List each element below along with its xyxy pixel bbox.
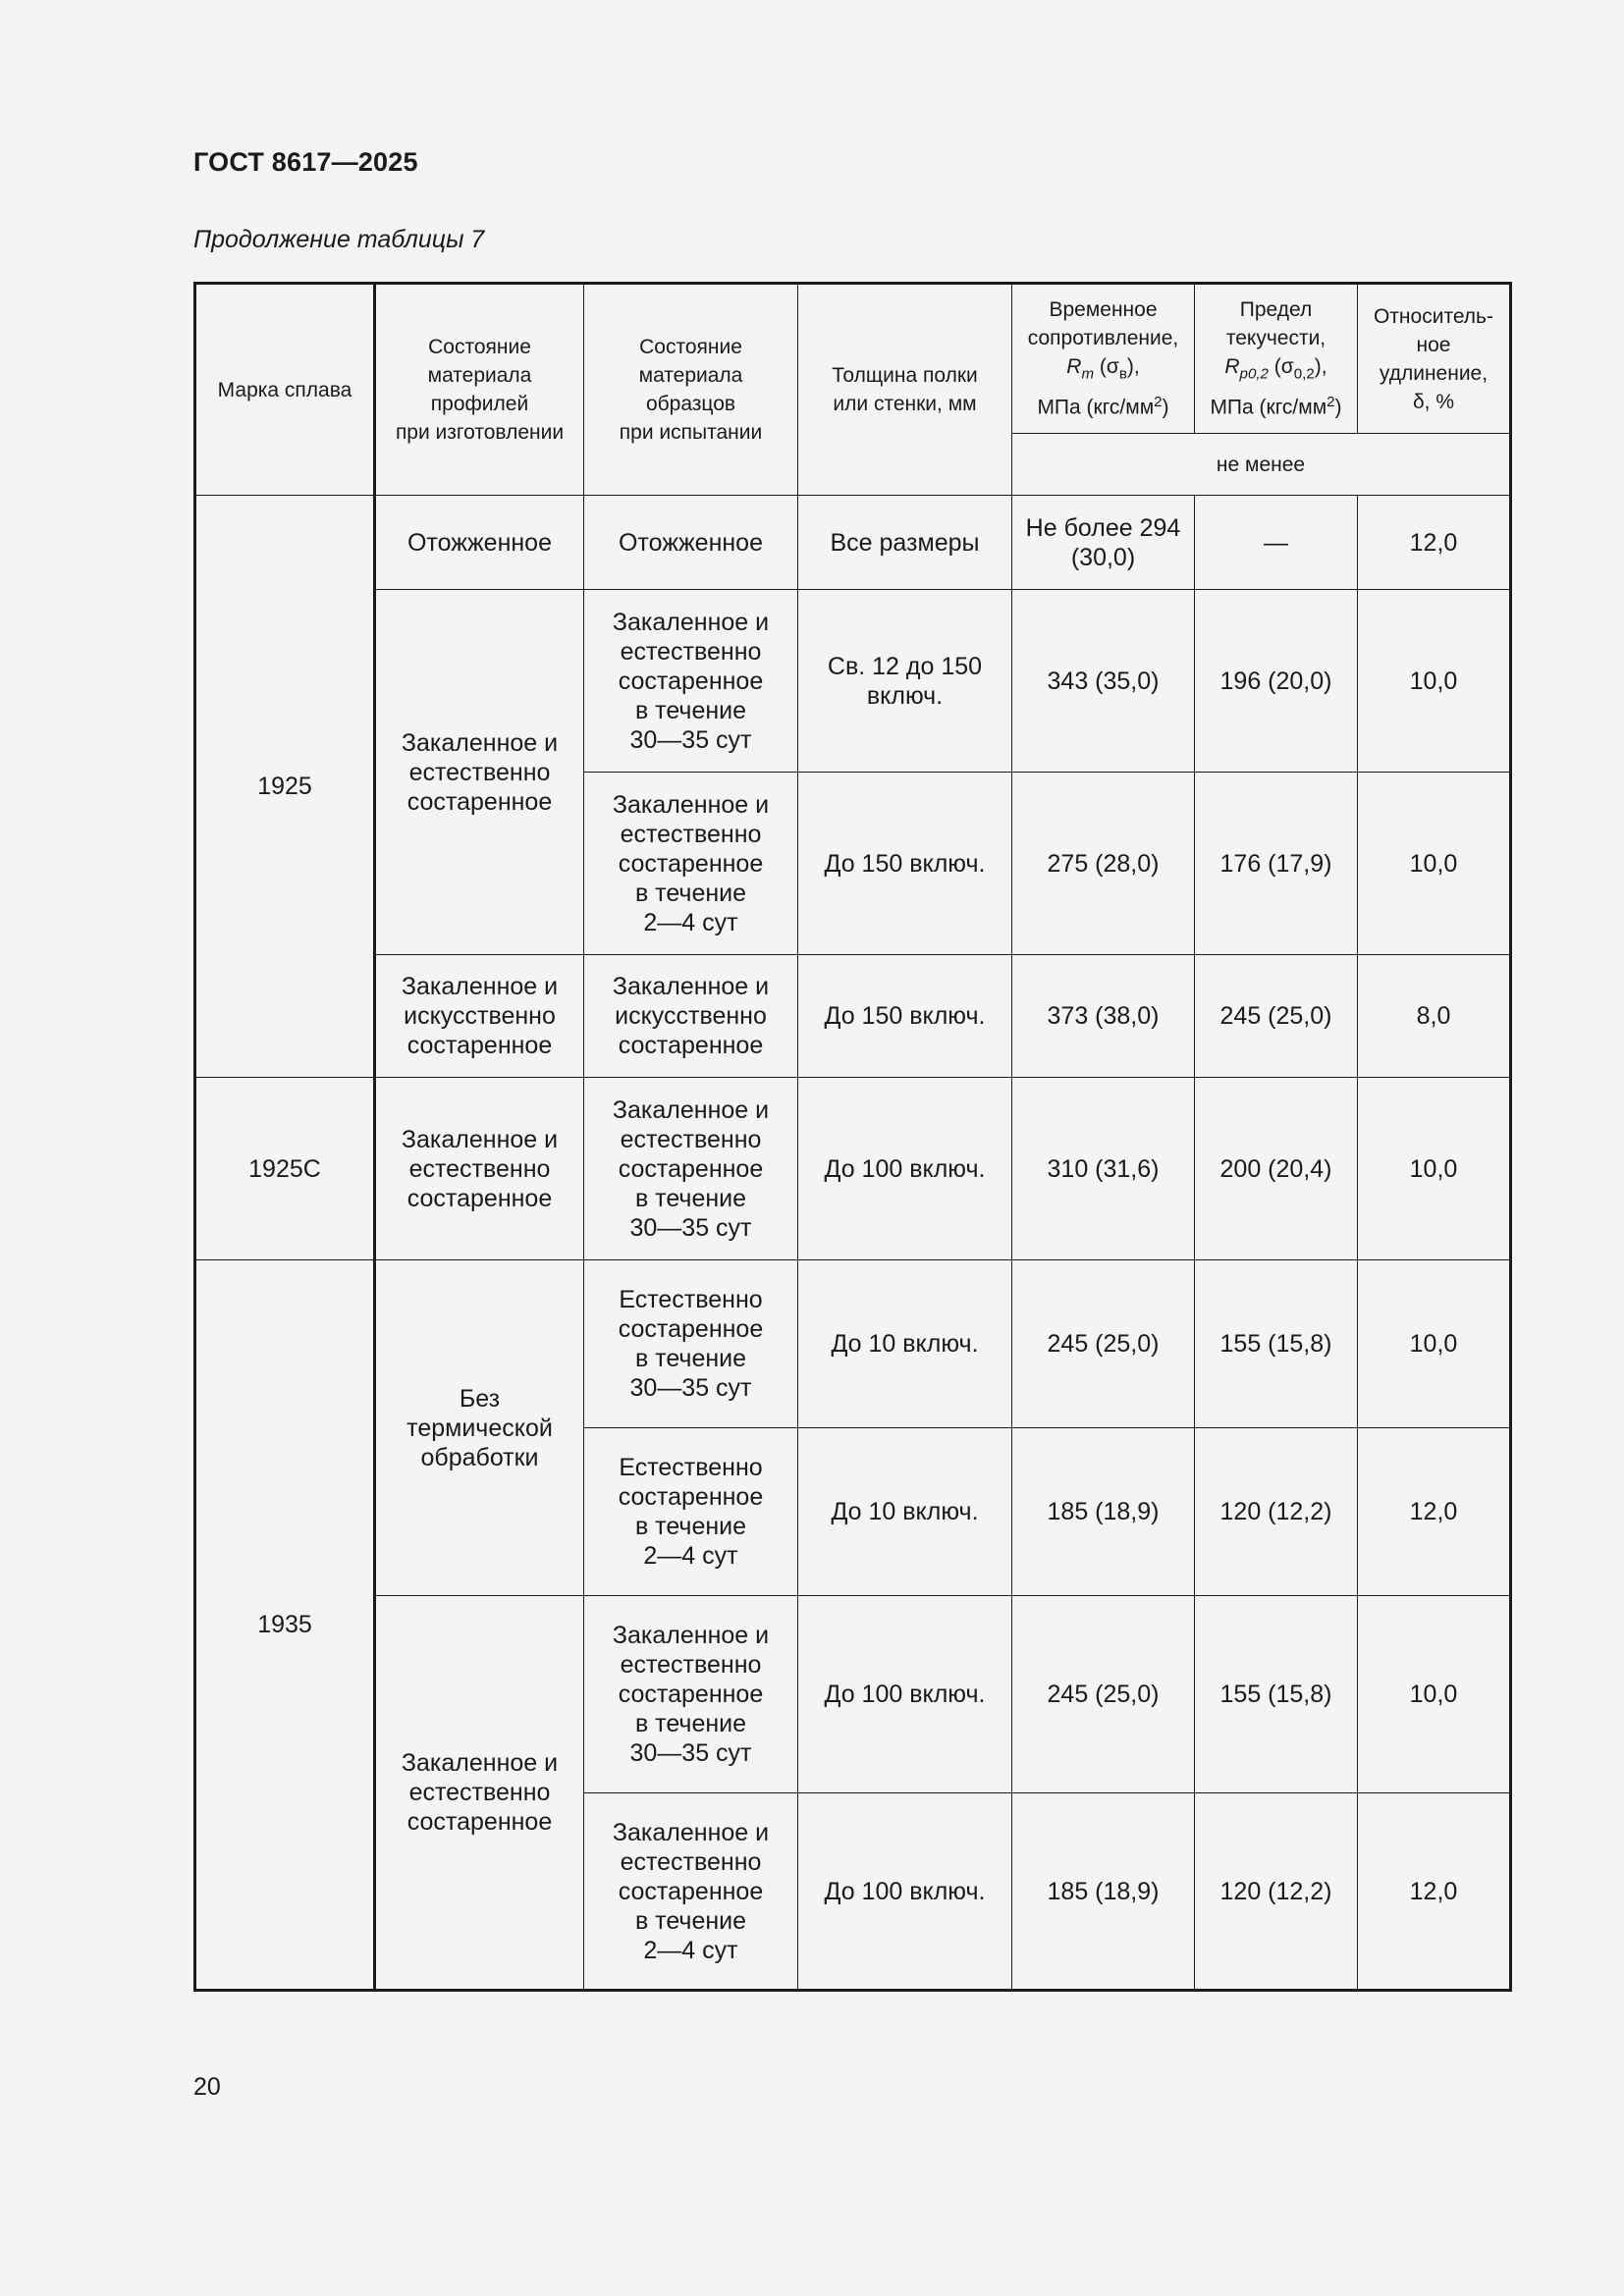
cell-line: 275 (28,0) (1047, 849, 1160, 878)
cell-line: состаренное (618, 849, 764, 878)
header-line: образцов (645, 393, 736, 415)
cell-line: естественно (620, 820, 762, 848)
cell-line: в течение (634, 1906, 747, 1935)
cell-line: состаренное (406, 787, 553, 816)
header-line: Предел (1239, 298, 1313, 322)
header-grade: Марка сплава (195, 284, 375, 496)
cell-line: состаренное (406, 1032, 553, 1059)
cell-line: состаренное (618, 1315, 764, 1343)
cell-line: 30—35 сут (629, 725, 752, 754)
cell-line: Закаленное и (612, 1622, 770, 1649)
cell-yield: 196 (20,0) (1195, 590, 1358, 773)
formula-text: ), (1314, 355, 1327, 379)
cell-elongation: 12,0 (1358, 1793, 1511, 1991)
cell-yield: 120 (12,2) (1195, 1793, 1358, 1991)
cell-tensile (1012, 590, 1195, 773)
cell-line: состаренное (618, 1154, 764, 1183)
cell-thickness (798, 496, 1012, 590)
page-number: 20 (193, 2073, 221, 2101)
header-elongation (1358, 284, 1511, 434)
cell-thickness (798, 1793, 1012, 1991)
header-line: или стенки, мм (833, 393, 977, 415)
cell-line: состаренное (618, 1032, 764, 1059)
cell-line: Все размеры (830, 528, 980, 557)
cell-sample-state (584, 773, 798, 955)
cell-line: 2—4 сут (643, 908, 738, 936)
header-unit (1201, 388, 1351, 422)
unit-text: МПа (кгс/мм (1037, 396, 1155, 419)
cell-line: 30—35 сут (629, 1374, 752, 1402)
cell-line: естественно (620, 1651, 762, 1679)
cell-line: Закаленное и (612, 790, 770, 819)
cell-elongation: 8,0 (1358, 955, 1511, 1078)
cell-line: 185 (18,9) (1047, 1498, 1160, 1525)
unit-superscript: 2 (1154, 394, 1163, 411)
header-line: Временное (1049, 298, 1158, 322)
formula-text: (σ (1268, 355, 1294, 379)
cell-line: в течение (634, 1710, 747, 1737)
cell-thickness (798, 1428, 1012, 1596)
cell-elongation: 12,0 (1358, 1428, 1511, 1596)
cell-profile-state (375, 1078, 584, 1260)
cell-elongation: 10,0 (1358, 1260, 1511, 1428)
cell-line: До 100 включ. (824, 1154, 986, 1183)
cell-profile-state (375, 1596, 584, 1991)
cell-sample-state (584, 590, 798, 773)
formula-subscript: в (1118, 365, 1127, 383)
header-line: при изготовлении (395, 421, 565, 444)
cell-line: Естественно (619, 1454, 763, 1481)
cell-yield: 245 (25,0) (1195, 955, 1358, 1078)
cell-yield: 155 (15,8) (1195, 1596, 1358, 1793)
cell-line: До 150 включ. (824, 1002, 986, 1030)
cell-line: в течение (634, 1184, 747, 1212)
cell-line: состаренное (618, 1681, 764, 1708)
cell-sample-state (584, 1078, 798, 1260)
cell-grade: 1925 (195, 496, 375, 1078)
cell-line: естественно (408, 1154, 551, 1183)
cell-line: в течение (634, 1345, 747, 1372)
cell-line: Закаленное и (612, 1818, 770, 1846)
cell-line: 245 (25,0) (1047, 1330, 1160, 1358)
cell-thickness (798, 1596, 1012, 1793)
cell-line: искусственно (404, 1002, 556, 1030)
cell-line: в течение (634, 696, 747, 724)
cell-thickness (798, 1078, 1012, 1260)
header-line: ное (1416, 333, 1451, 356)
cell-line: Закаленное и (612, 1095, 770, 1124)
cell-tensile (1012, 496, 1195, 590)
header-formula (1018, 352, 1188, 388)
header-formula (1201, 352, 1351, 388)
cell-grade: 1925С (195, 1078, 375, 1260)
header-line: текучести, (1225, 327, 1326, 350)
cell-line: 245 (25,0) (1047, 1681, 1160, 1708)
cell-line: 343 (35,0) (1047, 667, 1160, 695)
symbol-subscript: p0,2 (1239, 365, 1269, 383)
cell-profile-state: Отожженное (375, 496, 584, 590)
cell-line: включ. (866, 681, 944, 710)
unit-text: МПа (кгс/мм (1210, 396, 1327, 419)
cell-profile-state (375, 1260, 584, 1596)
cell-line: До 100 включ. (824, 1877, 986, 1905)
header-sample-state (584, 284, 798, 496)
cell-thickness (798, 1260, 1012, 1428)
cell-line: состаренное (406, 1184, 553, 1212)
cell-line: естественно (620, 1125, 762, 1153)
cell-tensile (1012, 773, 1195, 955)
header-line: удлинение, (1379, 361, 1489, 385)
cell-sample-state (584, 1793, 798, 1991)
header-line: сопротивление, (1027, 327, 1179, 350)
cell-line: Св. 12 до 150 (827, 652, 983, 680)
cell-line: естественно (408, 758, 551, 786)
symbol: R (1066, 355, 1082, 379)
cell-line: 310 (31,6) (1047, 1154, 1160, 1183)
properties-table (193, 282, 1512, 1992)
cell-yield: 176 (17,9) (1195, 773, 1358, 955)
cell-yield: 200 (20,4) (1195, 1078, 1358, 1260)
cell-thickness (798, 590, 1012, 773)
cell-line: Не более 294 (1025, 513, 1181, 542)
cell-line: 185 (18,9) (1047, 1877, 1160, 1905)
formula-text: ), (1126, 355, 1140, 379)
cell-tensile (1012, 1078, 1195, 1260)
cell-line: Отожженное (618, 528, 763, 557)
cell-line: До 10 включ. (831, 1498, 979, 1525)
header-line: профилей (430, 393, 529, 415)
cell-line: обработки (420, 1443, 539, 1471)
header-yield-strength (1195, 284, 1358, 434)
cell-line: До 10 включ. (831, 1330, 979, 1358)
cell-sample-state (584, 955, 798, 1078)
cell-elongation: 10,0 (1358, 590, 1511, 773)
cell-profile-state (375, 590, 584, 955)
header-profile-state (375, 284, 584, 496)
header-line: Толщина полки (832, 364, 978, 387)
cell-line: состаренное (618, 1483, 764, 1511)
cell-elongation: 10,0 (1358, 1596, 1511, 1793)
header-unit (1018, 388, 1188, 422)
cell-line: (30,0) (1070, 543, 1136, 571)
unit-superscript: 2 (1326, 394, 1335, 411)
cell-line: термической (406, 1414, 553, 1442)
cell-line: До 150 включ. (824, 849, 986, 878)
cell-line: искусственно (615, 1002, 767, 1030)
cell-line: Закаленное и (612, 973, 770, 1000)
cell-line: До 100 включ. (824, 1681, 986, 1708)
cell-line: в течение (634, 879, 747, 907)
header-line: при испытании (619, 421, 763, 444)
formula-subscript: 0,2 (1293, 365, 1315, 383)
cell-tensile (1012, 1428, 1195, 1596)
cell-yield: 120 (12,2) (1195, 1428, 1358, 1596)
cell-line: Без (459, 1384, 501, 1413)
header-line: Состояние (639, 336, 742, 358)
document-id: ГОСТ 8617—2025 (193, 147, 418, 177)
formula-text: (σ (1094, 355, 1119, 379)
cell-yield: 155 (15,8) (1195, 1260, 1358, 1428)
cell-line: Закаленное и (401, 1125, 559, 1153)
header-min-note: не менее (1012, 434, 1511, 496)
cell-line: 2—4 сут (643, 1542, 738, 1570)
header-line: δ, % (1412, 390, 1455, 413)
cell-sample-state (584, 1260, 798, 1428)
symbol: R (1224, 355, 1240, 379)
cell-elongation: 10,0 (1358, 773, 1511, 955)
cell-grade: 1935 (195, 1260, 375, 1991)
cell-line: естественно (408, 1779, 551, 1806)
cell-line: Закаленное и (401, 728, 559, 757)
cell-sample-state (584, 496, 798, 590)
symbol-subscript: m (1081, 365, 1095, 383)
unit-text: ) (1162, 396, 1169, 419)
header-thickness (798, 284, 1012, 496)
cell-line: Естественно (619, 1286, 763, 1313)
header-line: Относитель- (1373, 304, 1493, 328)
cell-line: Закаленное и (401, 973, 559, 1000)
cell-line: 30—35 сут (629, 1213, 752, 1242)
cell-line: в течение (634, 1513, 747, 1540)
cell-line: состаренное (618, 667, 764, 695)
cell-thickness (798, 773, 1012, 955)
cell-elongation: 10,0 (1358, 1078, 1511, 1260)
cell-line: естественно (620, 1847, 762, 1876)
cell-line: Закаленное и (401, 1749, 559, 1777)
cell-tensile (1012, 1596, 1195, 1793)
cell-line: 2—4 сут (643, 1936, 738, 1964)
unit-text: ) (1334, 396, 1342, 419)
cell-sample-state (584, 1428, 798, 1596)
cell-sample-state (584, 1596, 798, 1793)
header-line: материала (427, 364, 532, 387)
cell-tensile (1012, 1793, 1195, 1991)
cell-line: состаренное (406, 1808, 553, 1836)
table-caption: Продолжение таблицы 7 (193, 226, 485, 253)
cell-line: 30—35 сут (629, 1739, 752, 1767)
cell-thickness (798, 955, 1012, 1078)
header-line: материала (638, 364, 743, 387)
cell-elongation: 12,0 (1358, 496, 1511, 590)
cell-tensile (1012, 1260, 1195, 1428)
cell-line: 373 (38,0) (1047, 1002, 1160, 1030)
header-line: Состояние (428, 336, 531, 358)
cell-tensile (1012, 955, 1195, 1078)
cell-line: Закаленное и (612, 608, 770, 636)
cell-line: естественно (620, 637, 762, 666)
header-tensile-strength (1012, 284, 1195, 434)
cell-line: состаренное (618, 1877, 764, 1905)
cell-yield: — (1195, 496, 1358, 590)
cell-profile-state (375, 955, 584, 1078)
